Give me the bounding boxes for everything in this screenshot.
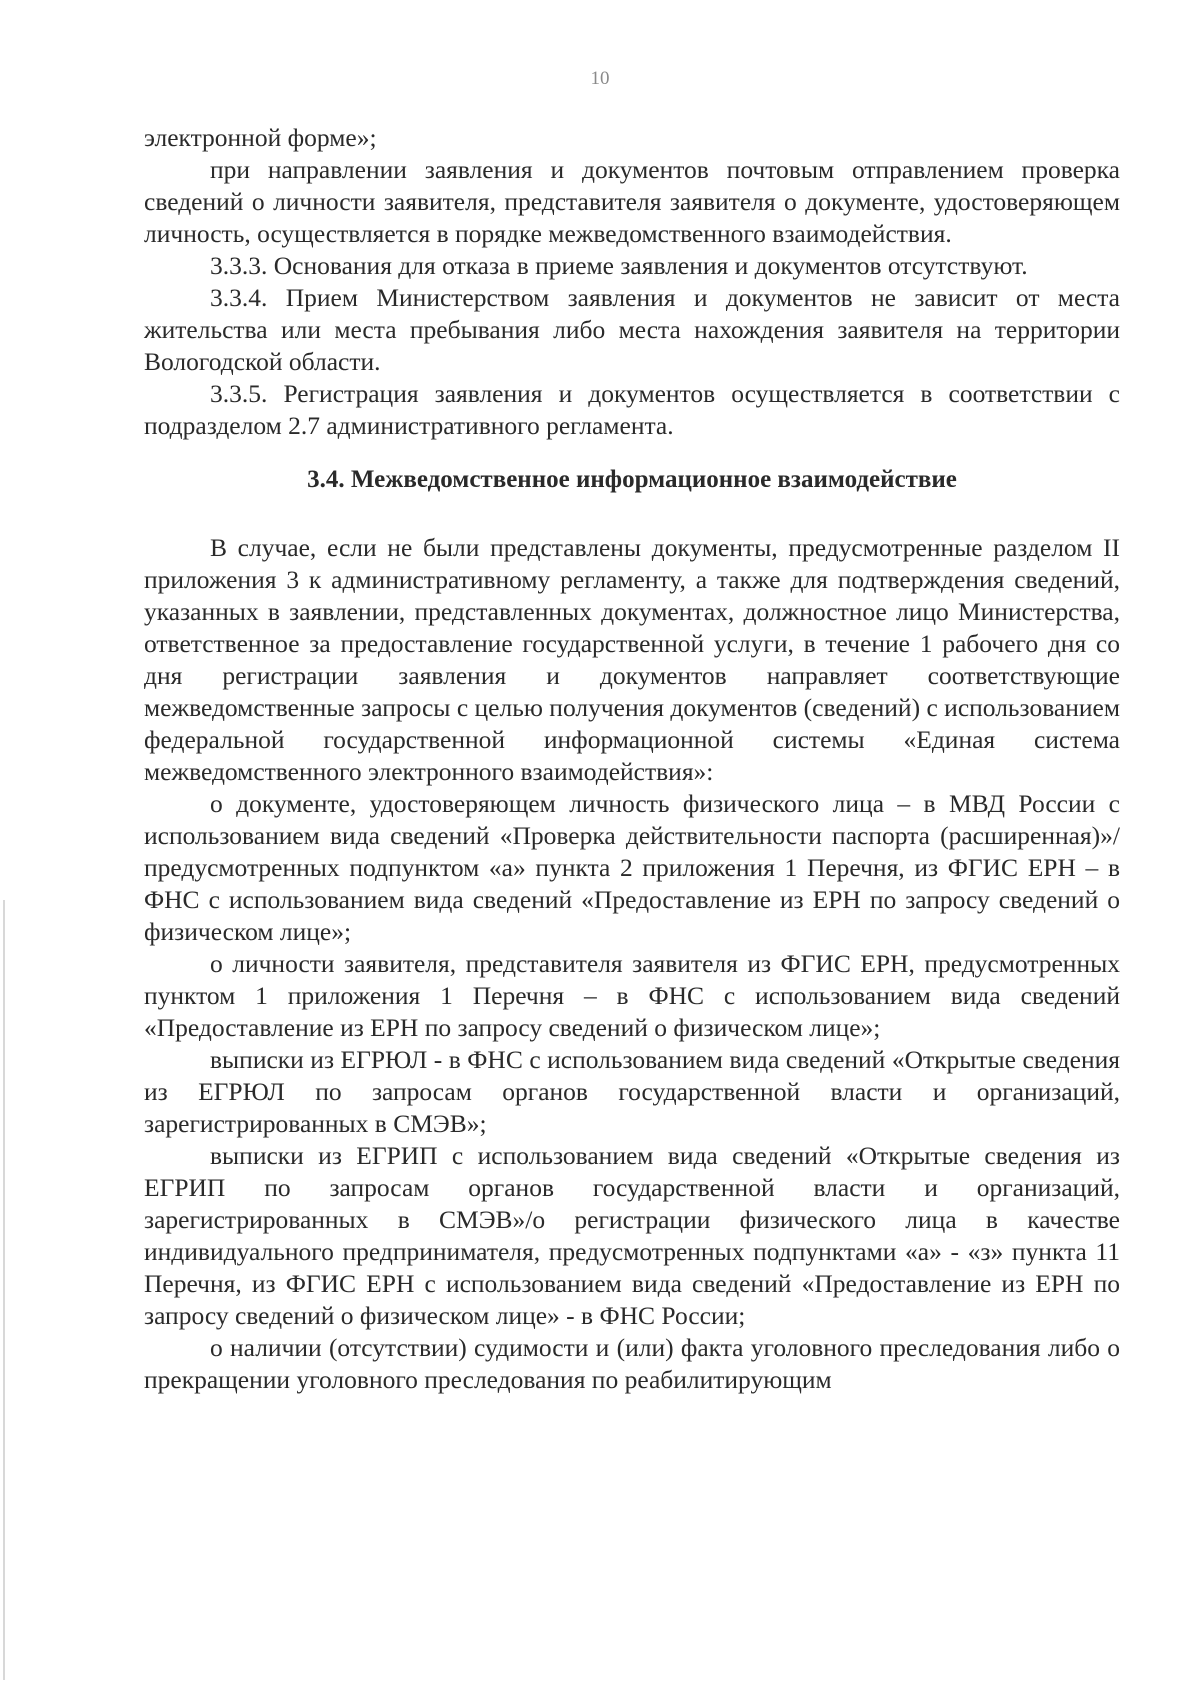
paragraph: выписки из ЕГРЮЛ - в ФНС с использованием вида сведений «Открытые сведения из ЕГРЮЛ по запросам органов государственной власти и организаций, зарегистрированных в СМЭВ»; (144, 1045, 1120, 1138)
paragraph: при направлении заявления и документов почтовым отправлением проверка сведений о личности заявителя, представителя заявителя о документе, удостоверяющем личность, осуществляется в порядке межведомственного взаимодействия. (144, 155, 1120, 248)
scan-binding-edge (3, 900, 5, 1680)
paragraph: о документе, удостоверяющем личность физического лица – в МВД России с использованием вида сведений «Проверка действительности паспорта (расширенная)»/предусмотренных подпунктом «а» пункта 2 приложения 1 Перечня, из ФГИС ЕРН – в ФНС с использованием вида сведений «Предоставление из ЕРН по запросу сведений о физическом лице»; (144, 789, 1120, 946)
paragraph: о наличии (отсутствии) судимости и (или) факта уголовного преследования либо о прекращении уголовного преследования по реабилитирующим (144, 1333, 1120, 1394)
paragraph: 3.3.3. Основания для отказа в приеме заявления и документов отсутствуют. (210, 251, 1028, 280)
paragraph: 3.3.5. Регистрация заявления и документов осуществляется в соответствии с подразделом 2.7 административного регламента. (144, 379, 1120, 440)
paragraph: о личности заявителя, представителя заявителя из ФГИС ЕРН, предусмотренных пунктом 1 приложения 1 Перечня – в ФНС с использованием вида сведений «Предоставление из ЕРН по запросу сведений о физическом лице»; (144, 949, 1120, 1042)
document-body (144, 122, 1120, 1396)
paragraph: 3.3.4. Прием Министерством заявления и документов не зависит от места жительства или места пребывания либо места нахождения заявителя на территории Вологодской области. (144, 283, 1120, 376)
section-heading: 3.4. Межведомственное информационное взаимодействие (307, 466, 957, 493)
paragraph: выписки из ЕГРИП с использованием вида сведений «Открытые сведения из ЕГРИП по запросам органов государственной власти и организаций, зарегистрированных в СМЭВ»/о регистрации физического лица в качестве индивидуального предпринимателя, предусмотренных подпунктами «а» - «з» пункта 11 Перечня, из ФГИС ЕРН с использованием вида сведений «Предоставление из ЕРН по запросу сведений о физическом лице» - в ФНС России; (144, 1141, 1120, 1330)
page-number: 10 (590, 68, 610, 89)
paragraph: В случае, если не были представлены документы, предусмотренные разделом II приложения 3 к административному регламенту, а также для подтверждения сведений, указанных в заявлении, представленных документах, должностное лицо Министерства, ответственное за предоставление государственной услуги, в течение 1 рабочего дня со дня регистрации заявления и документов направляет соответствующие межведомственные запросы с целью получения документов (сведений) с использованием федеральной государственной информационной системы «Единая система межведомственного электронного взаимодействия»: (144, 533, 1120, 786)
paragraph: электронной форме»; (144, 123, 377, 152)
